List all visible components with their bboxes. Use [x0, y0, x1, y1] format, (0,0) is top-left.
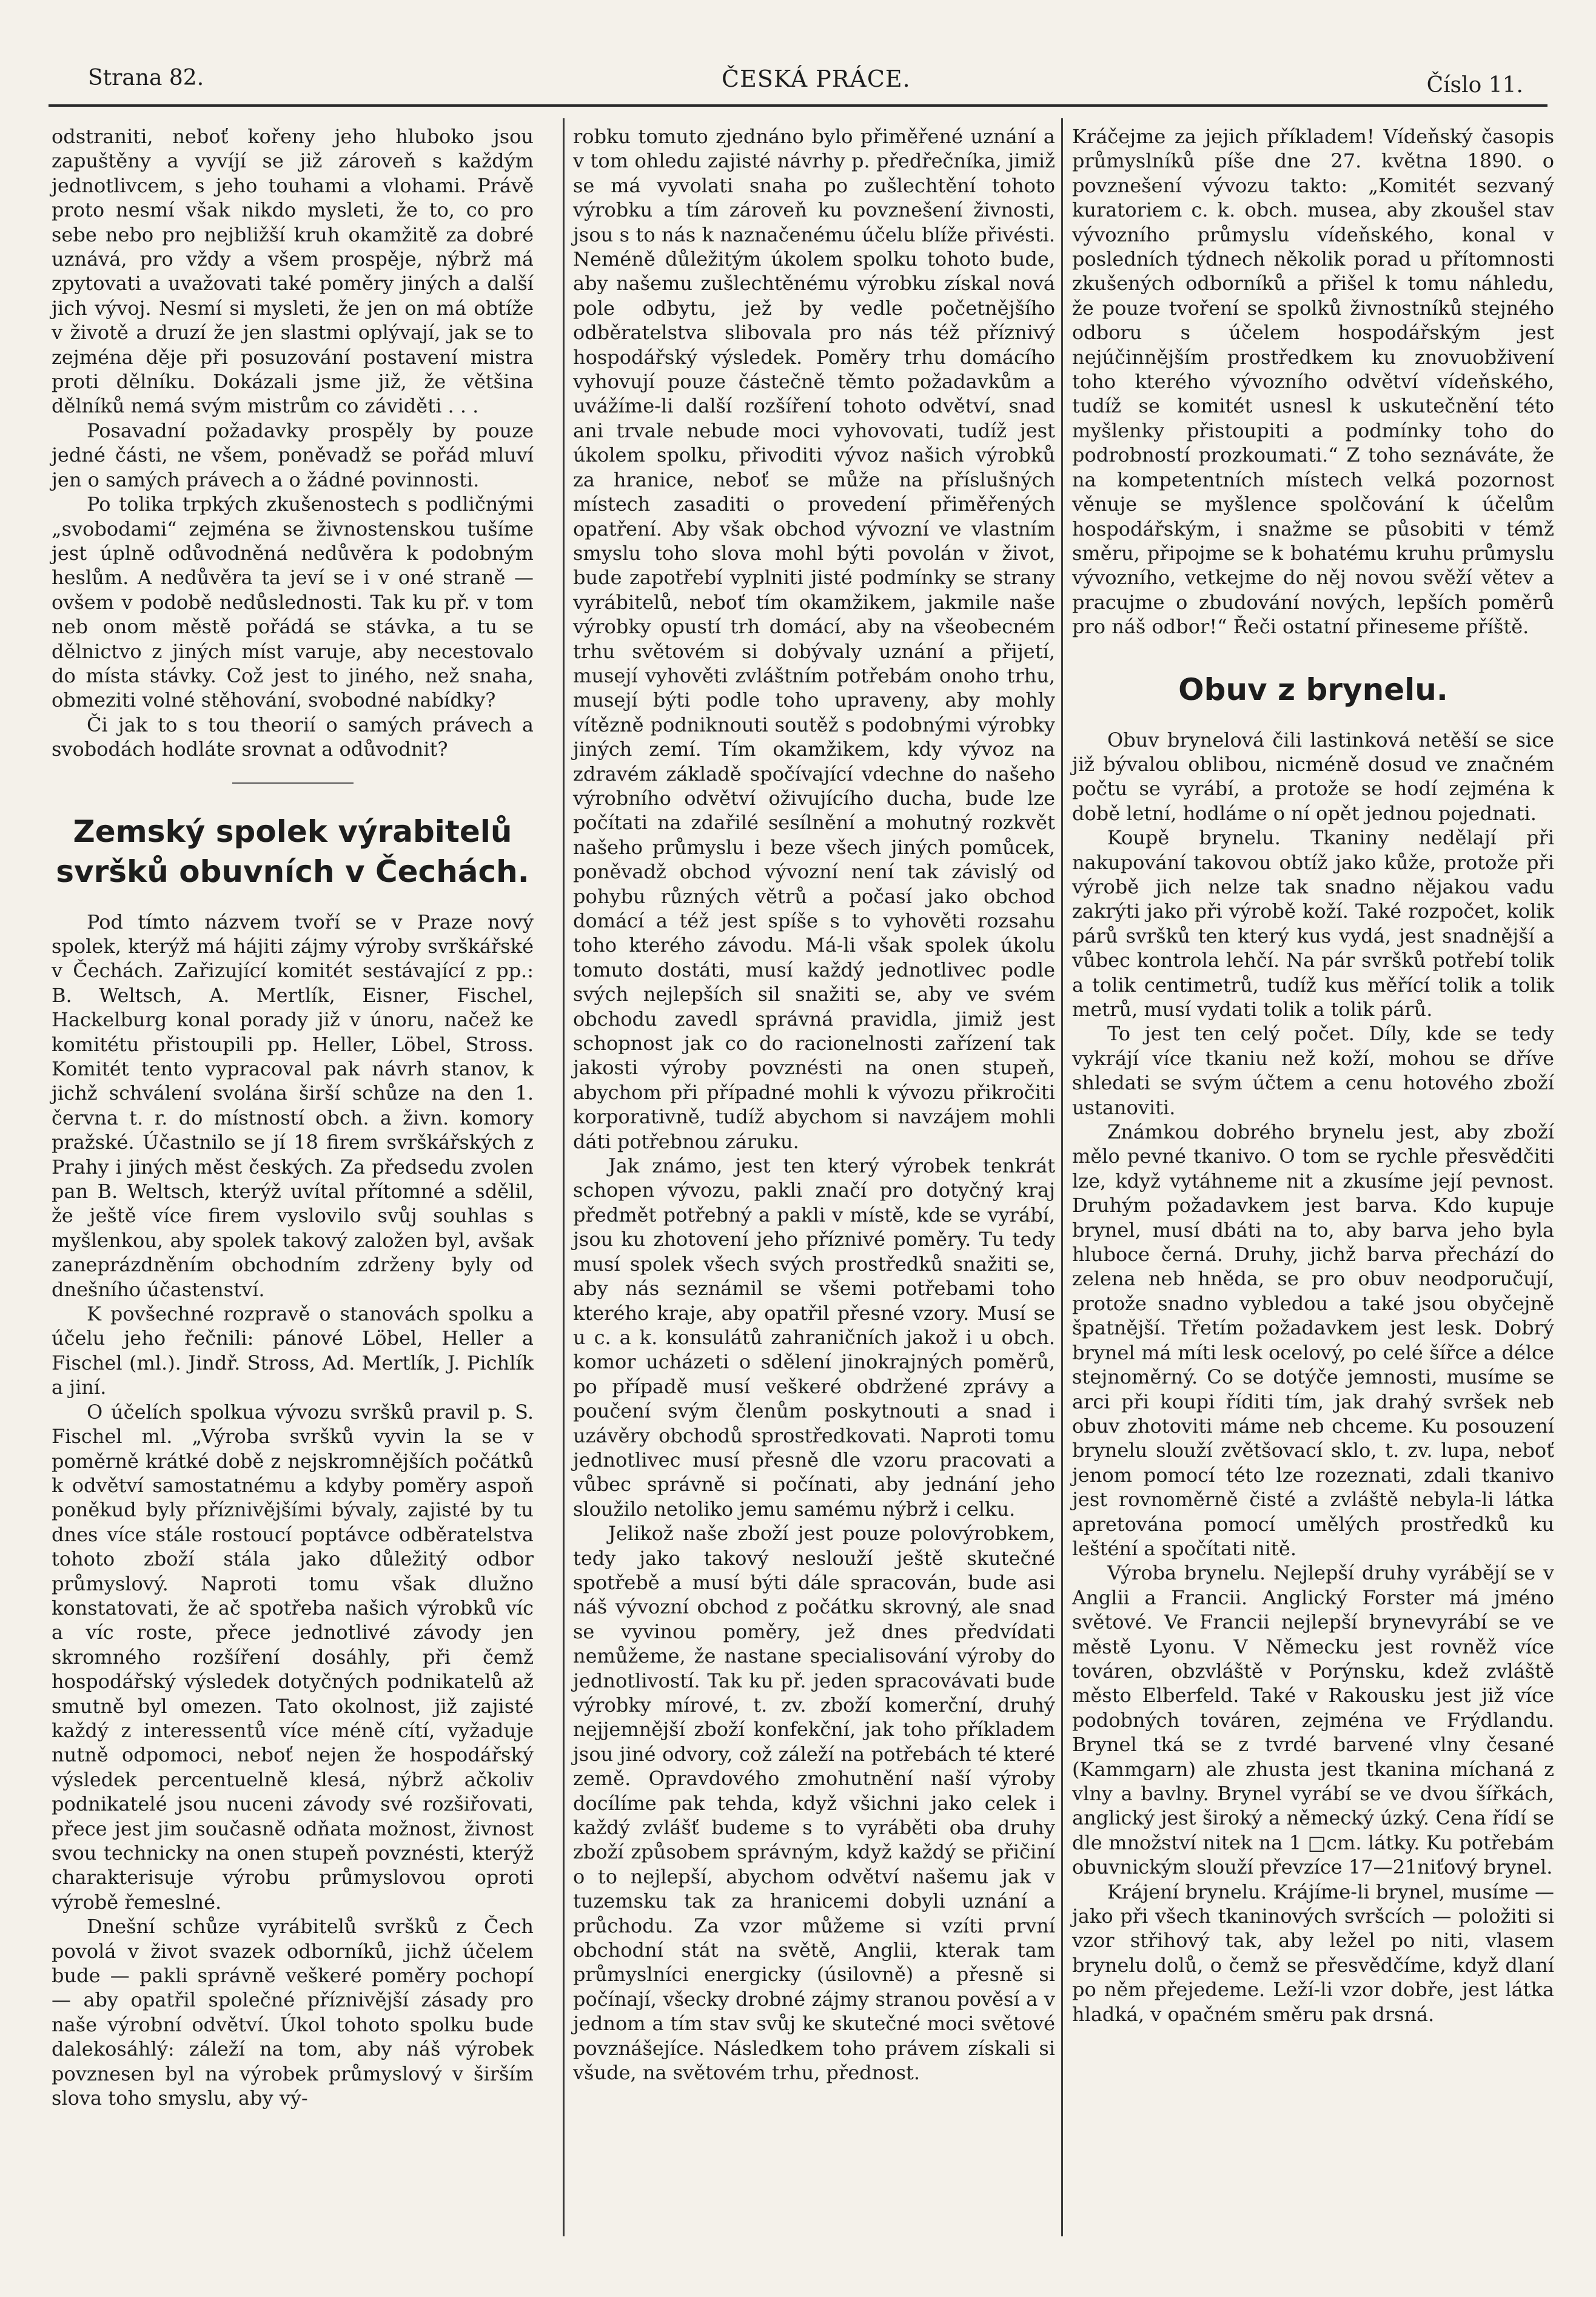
page-header — [0, 0, 1596, 115]
section-divider — [232, 782, 354, 784]
col1-paragraph-5: Pod tímto názvem tvoří se v Praze nový spolek, kterýž má hájiti zájmy výroby svrškářské v Čechách. Zařizující komitét sestávající z pp.: B. Weltsch, A. Mertlík, Eisner, Fischel, Hackelburg konal porady již v únoru, načež ke komitétu přistoupili pp. Heller, Löbel, Stross. Komitét tento vypracoval pak návrh stanov, k jichž schválení svolána širší schůze na den 1. června t. r. do místností obch. a živn. komory pražské. Účastnilo se jí 18 firem svrškářských z Prahy i jiných měst českých. Za předsedu zvolen pan B. Weltsch, kterýž uvítal přítomné a sdělil, že ještě více firem vyslovilo svůj souhlas s myšlenkou, aby spolek takový založen byl, avšak zaneprázdněním obchodním zdrženy byly od dnešního účastenství. — [52, 910, 534, 1301]
col1-paragraph-3: Po tolika trpkých zkušenostech s podličnými „svobodami“ zejména se živnostenskou tušíme jest úplně odůvodněná nedůvěra k podobným heslům. A nedůvěra ta jeví se i v oné straně — ovšem v podobě nedůslednosti. Tak ku př. v tom neb onom městě pořádá se stávka, a tu se dělnictvo z jiných míst varuje, aby necestovalo do místa stávky. Což jest to jiného, než snaha, obmeziti volné stěhování, svobodné nabídky? — [52, 493, 534, 712]
column-1 — [52, 124, 534, 2110]
header-rule — [49, 104, 1547, 107]
col3-paragraph-5: Známkou dobrého brynelu jest, aby zboží mělo pevné tkanivo. O tom se rychle přesvědčiti lze, když vytáhneme nit a zkusíme její pevnost. Druhým požadavkem jest barva. Kdo kupuje brynel, musí dbáti na to, aby barva jeho byla hluboce černá. Druhy, jichž barva přechází do zelena neb hněda, se pro obuv neodporučují, protože snadno vybledou a také jsou obyčejně špatnější. Třetím požadavkem jest lesk. Dobrý brynel má míti lesk ocelový, po celé šířce a délce stejnoměrný. Co se dotýče jemnosti, musíme se arci při koupi říditi tím, jak drahý svršek neb obuv zhotoviti máme neb chceme. Ku posouzení brynelu slouží zvětšovací sklo, t. zv. lupa, neboť jenom pomocí této lze rozeznati, zdali tkanivo jest rovnoměrně čisté a zvláště nebyla-li látka apretována pomocí umělých prostředků ku lešténí a spočítati nitě. — [1072, 1120, 1554, 1560]
column-3 — [1072, 124, 1554, 2026]
col2-paragraph-2: Jak známo, jest ten který výrobek tenkrát schopen vývozu, pakli značí pro dotyčný kraj předmět potřebný a pakli v místě, kde se vyrábí, jsou ku zhotovení jeho příznivé poměry. Tu tedy musí spolek všech svých prostředků snažiti se, aby nás seznámil se všemi potřebami toho kterého kraje, aby opatřil přesné vzory. Musí se u c. a k. konsulátů zahraničních jakož i u obch. komor ucházeti o sdělení jinokrajných poměrů, po případě musí veškeré obdržené zprávy a poučení svým členům poskytnouti a snad i uzávěry obchodů sprostředkovati. Naproti tomu jednotlivec musí přesně dle vzoru pracovati a vůbec správně si počínati, aby jednání jeho sloužilo netoliko jemu samému nýbrž i celku. — [573, 1154, 1055, 1521]
col1-paragraph-8: Dnešní schůze vyrábitelů svršků z Čech povolá v život svazek odborníků, jichž účelem bude — pakli správně veškeré poměry pochopí — aby opatřil společné příznivější zásady pro naše výrobní odvětví. Úkol tohoto spolku bude dalekosáhlý: záleží na tom, aby náš výrobek povznesen byl na výrobek průmyslový v širším slova toho smyslu, aby vý- — [52, 1915, 534, 2110]
column-divider-2 — [1061, 118, 1063, 2236]
col3-paragraph-6: Výroba brynelu. Nejlepší druhy vyrábějí se v Anglii a Francii. Anglický Forster má jméno světové. Ve Francii nejlepší brynevyrábí se ve městě Lyonu. V Německu jest rovněž více továren, obzvláště v Porýnsku, kdež zvláště město Elberfeld. Také v Rakousku jest již více podobných továren, zejména ve Frýdlandu. Brynel tká se z tvrdé barvené vlny česané (Kammgarn) ale zhusta jest tkanina míchaná z vlny a bavlny. Brynel vyrábí se ve dvou šířkách, anglický jest široký a německý úzký. Cena řídí se dle množství nitek na 1 □cm. látky. Ku potřebám obuvnickým slouží převzíce 17—21niťový brynel. — [1072, 1561, 1554, 1879]
issue-number: Číslo 11. — [1426, 73, 1523, 98]
col1-paragraph-4: Či jak to s tou theorií o samých právech a svobodách hodláte srovnat a odůvodnit? — [52, 713, 534, 761]
col3-paragraph-4: To jest ten celý počet. Díly, kde se tedy vykrájí více tkaniu než koží, mohou se dříve shledati se svým účtem a cenu hotového zboží ustanoviti. — [1072, 1022, 1554, 1119]
col2-paragraph-3: Jelikož naše zboží jest pouze polovýrobkem, tedy jako takový neslouží ještě skutečné spotřebě a musí býti dále spracován, bude asi náš vývozní obchod z počátku skrovný, ale snad se vyvinou poměry, jež dnes předvídati nemůžeme, že nastane specialisování výroby do jednotlivostí. Tak ku př. jeden spracovávati bude výrobky mírové, t. zv. zboží komerční, druhý nejjemnější zboží konfekční, jak toho příkladem jsou jiné odvory, což záleží na potřebách té které země. Opravdového zmohutnění naší výroby docílíme pak tehda, když všichni jako celek i každý zvlášť budeme s to vyráběti oba druhy zboží způsobem správným, když každý se přičiní o to nejlepší, abychom odvětví našemu jak v tuzemsku tak za hranicemi dobyli uznání a průchodu. Za vzor můžeme si vzíti první obchodní stát na světě, Anglii, kterak tam průmyslníci energicky (úsilovně) a přesně si počínají, všecky drobné zájmy stranou pověsí a v jednom a tím stav svůj ke skutečné moci světové povznášejíce. Následkem toho právem získali si všude, na světovém trhu, přednost. — [573, 1522, 1055, 2085]
section-heading-obuv-z-brynelu: Obuv z brynelu. — [1178, 671, 1448, 707]
col2-paragraph-1: robku tomuto zjednáno bylo přiměřené uznání a v tom ohledu zajisté návrhy p. předřečníka, jimiž se má vyvolati snaha po zušlechtění tohoto výrobku a tím zároveň ku povznešení živnosti, jsou s to nás k naznačenému účelu blíže přivésti. Neméně důležitým úkolem spolku tohoto bude, aby našemu zušlechtěnému výrobku získal nová pole odbytu, jež by vedle početnějšího odběratelstva slibovala pro nás též příznivý hospodářský výsledek. Poměry trhu domácího vyhovují pouze částečně těmto požadavkům a uvážíme-li další rozšíření tohoto odvětví, snad ani trvale nebude moci vyhovovati, tudíž jest úkolem spolku, přivoditi vývoz našich výrobků za hranice, neboť se může na příslušných místech zasaditi o provedení přiměřených opatření. Aby však obchod vývozní ve vlastním smyslu toho slova mohl býti povolán v život, bude zapotřebí vyplniti jisté podmínky se strany vyrábitelů, neboť tím okamžikem, jakmile naše výrobky opustí trh domácí, aby na všeobecném trhu světovém si dobývaly uznání a přijetí, musejí vyhověti zvláštním potřebám onoho trhu, musejí býti podle toho upraveny, aby mohly vítězně podniknouti soutěž s podobnými výrobky jiných zemí. Tím okamžikem, kdy vývoz na zdravém základě spočívající vdechne do našeho výrobního odvětví oživujícího ducha, bude lze počítati na zdařilé sesílnění a mohutný rozkvět našeho průmyslu i beze všech jiných pomůcek, poněvadž obchod vývozní není tak závislý od pohybu různých větrů a počasí jako obchod domácí a též jest spíše s to vyhověti rozsahu toho kterého závodu. Má-li však spolek úkolu tomuto dostáti, musí každý jednotlivec podle svých nejlepších sil snažiti se, aby ve svém obchodu zavedl správná pravidla, jimiž jest schopnost jak co do racionelnosti zařízení tak jakosti výroby povznésti na onen stupeň, abychom při případné mohli k vývozu přikročiti korporativně, tudíž abychom si navzájem mohli dáti potřebnou záruku. — [573, 125, 1055, 1153]
col3-paragraph-3: Koupě brynelu. Tkaniny nedělají při nakupování takovou obtíž jako kůže, protože při výrobě jich nelze tak snadno nějakou vadu zakrýti jako při výrobě koží. Také rozpočet, kolik párů svršků ten který kus vydá, jest snadnější a vůbec kontrola lehčí. Na pár svršků potřebí tolik a tolik centimetrů, tudíž kus měřící tolik a tolik metrů, musí vydati tolik a tolik párů. — [1072, 826, 1554, 1021]
col3-paragraph-1: Kráčejme za jejich příkladem! Vídeňský časopis průmyslníků píše dne 27. května 1890. o povznešení vývozu takto: „Komitét sezvaný kuratoriem c. k. obch. musea, aby zkoušel stav vývozního průmyslu vídeňského, konal v posledních týdnech několik porad u přítomnosti zkušených odborníků a přišel k tomu náhledu, že pouze tvoření se spolků živnostníků stejného odboru s účelem hospodářským jest nejúčinnějším prostředkem ku znovuobživení toho kterého vývozního odvětví vídeňského, tudíž se komitét usnesl k uskutečnění této myšlenky přistoupiti a podmínky toho do podrobností prozkoumati.“ Z toho seznáváte, že na kompetentních místech velká pozornost věnuje se myšlence spolčování k účelům hospodářským, i snažme se působiti v témž směru, připojme se k bohatému kruhu průmyslu vývozního, vetkejme do něj novou svěží větev a pracujme o zbudování nových, lepších poměrů pro náš odbor!“ Řeči ostatní přineseme příště. — [1072, 125, 1554, 639]
masthead-title: ČESKÁ PRÁCE. — [722, 66, 911, 92]
col1-paragraph-1: odstraniti, neboť kořeny jeho hluboko jsou zapuštěny a vyvíjí se již zároveň s každým jednotlivcem, s jeho touhami a vlohami. Právě proto nesmí však nikdo mysleti, že to, co pro sebe nebo pro nejbližší kruh okamžitě za dobré uznává, pro vždy a všem prospěje, nýbrž má zpytovati a uvažovati také poměry jiných a další jich vývoj. Nesmí si mysleti, že jen on má obtíže v životě a druzí že jen slastmi oplývají, jak se to zejména děje při posuzování postavení mistra proti dělníku. Dokázali jsme již, že většina dělníků nemá svým mistrům co záviděti . . . — [52, 125, 534, 418]
column-2 — [573, 124, 1055, 2085]
column-divider-1 — [563, 118, 565, 2236]
col1-paragraph-7: O účelích spolkua vývozu svršků pravil p. S. Fischel ml. „Výroba svršků vyvin la se v poměrně krátké době z nejskromnějších počátků k odvětví samostatnému a kdyby poměry aspoň poněkud byly příznivějšími bývaly, zajisté by tu dnes více stále rostoucí poptávce odběratelstva tohoto zboží stála jako důležitý odbor průmyslový. Naproti tomu však dlužno konstatovati, že ač spotřeba našich výrobků víc a víc roste, přece jednotlivé závody jen skromného rozšíření dosáhly, při čemž hospodářský výsledek dotyčných podnikatelů až smutně byl omezen. Tato okolnost, již zajisté každý z interessentů více méně cítí, vyžaduje nutně odpomoci, neboť nejen že hospodářský výsledek percentuelně klesá, nýbrž ačkoliv podnikatelé jsou nuceni závody své rozšiřovati, přece jest jim současně odňata možnost, živnost svou technicky na onen stupeň povznésti, kterýž charakterisuje výrobu průmyslovou oproti výrobě řemeslné. — [52, 1400, 534, 1914]
page-number: Strana 82. — [88, 66, 204, 90]
col1-paragraph-2: Posavadní požadavky prospěly by pouze jedné části, ne všem, poněvadž se pořád mluví jen o samých právech a o žádné povinnosti. — [52, 419, 534, 491]
col3-paragraph-7: Krájení brynelu. Krájíme-li brynel, musíme — jako při všech tkaninových svršcích — položiti si vzor střihový tak, aby ležel po niti, vlasem brynelu dolů, o čemž se přesvědčíme, když dlaní po něm přejedeme. Leží-li vzor dobře, jest látka hladká, v opačném směru pak drsná. — [1072, 1880, 1554, 2026]
col1-paragraph-6: K povšechné rozpravě o stanovách spolku a účelu jeho řečnili: pánové Löbel, Heller a Fischel (ml.). Jindř. Stross, Ad. Mertlík, J. Pichlík a jiní. — [52, 1302, 534, 1399]
section-heading-zemsky-spolek: Zemský spolek výrabitelů svršků obuvních v Čechách. — [56, 813, 529, 889]
col3-paragraph-2: Obuv brynelová čili lastinková netěší se sice již bývalou oblibou, nicméně dosud ve značném počtu se vyrábí, a protože se hodí zejména k době letní, hodláme o ní opět jednou pojednati. — [1072, 728, 1554, 825]
